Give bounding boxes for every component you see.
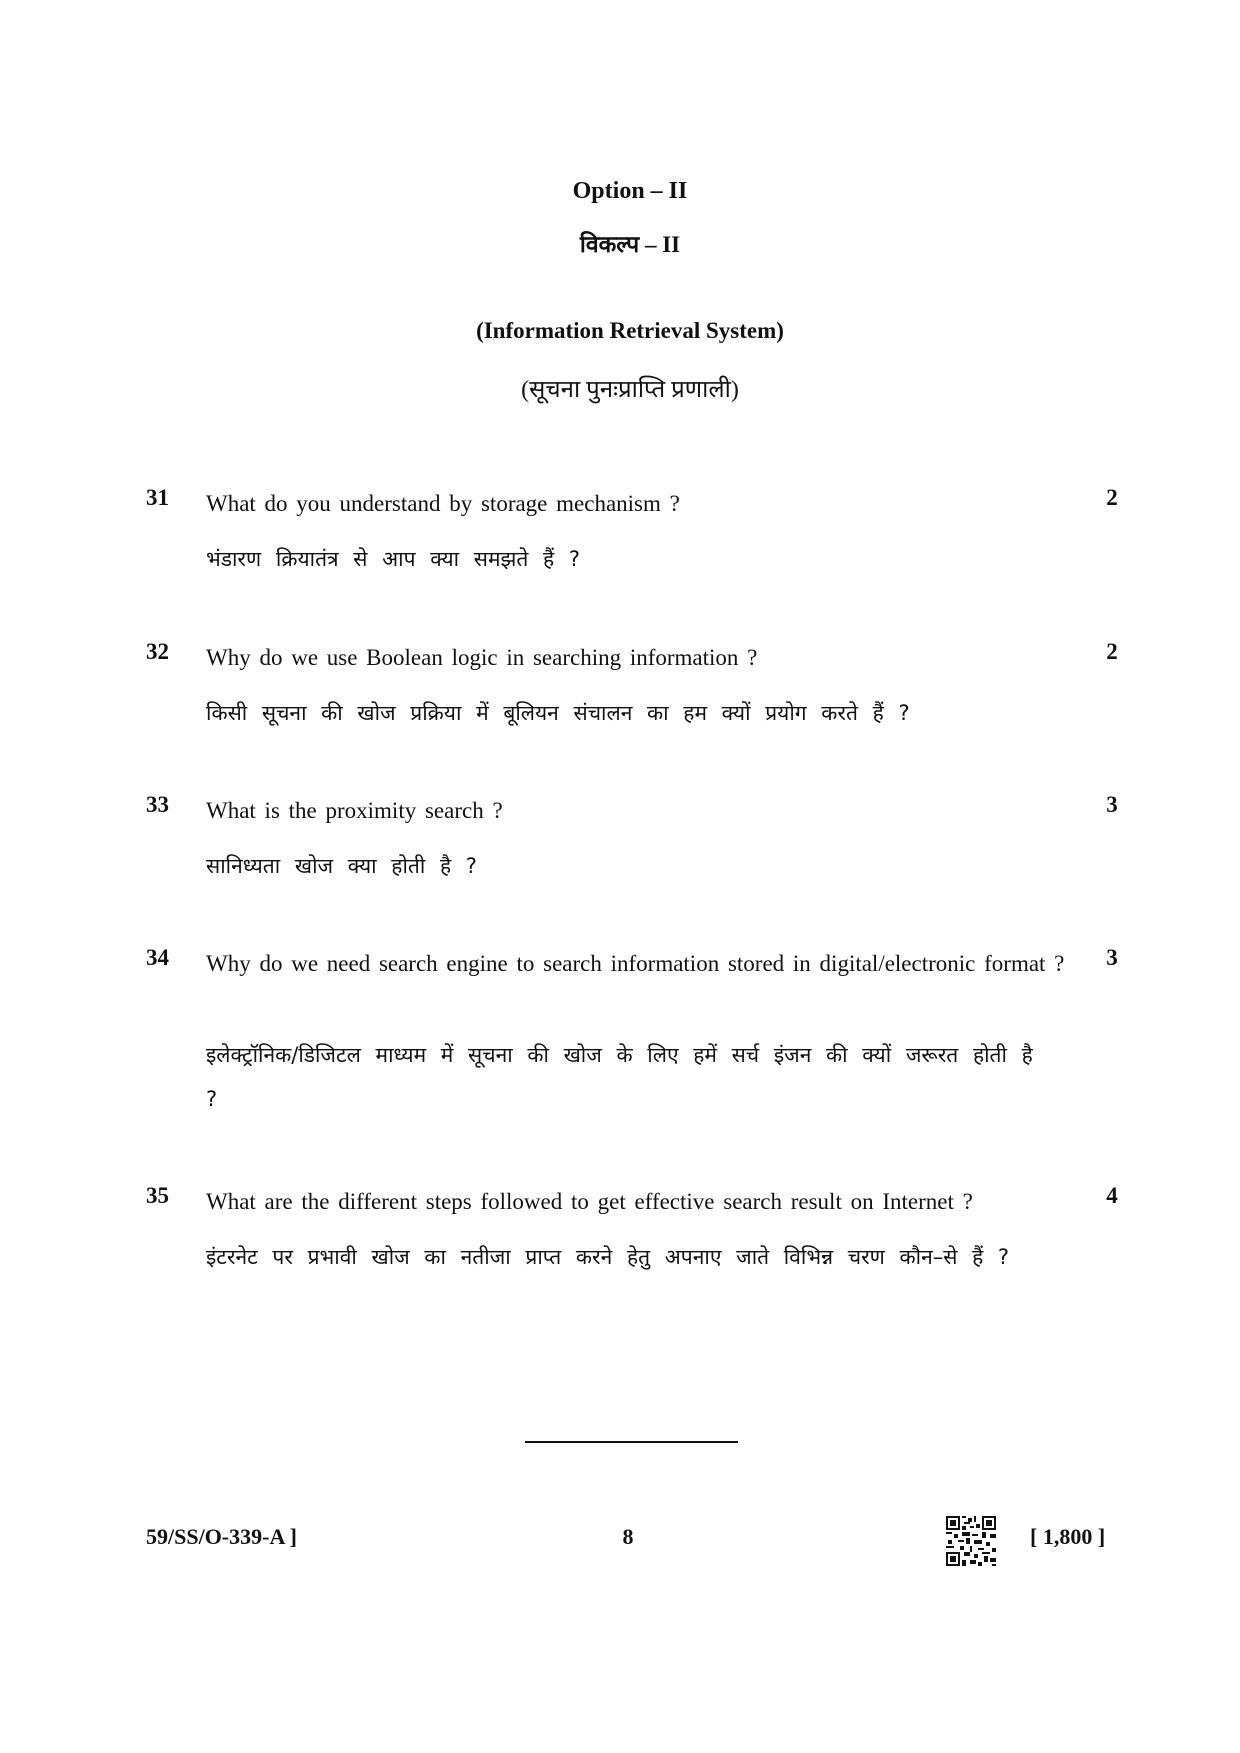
option-heading-hindi: विकल्प – II [579, 232, 681, 257]
question-marks: 3 [1106, 792, 1118, 817]
question-text-english: What is the proximity search ? [206, 798, 503, 823]
question-number: 33 [146, 792, 169, 817]
question-number: 32 [146, 639, 169, 664]
qr-code-icon [946, 1516, 996, 1566]
question-text-english: Why do we use Boolean logic in searching information ? [206, 645, 758, 670]
question-text-hindi: भंडारण क्रियातंत्र से आप क्या समझते हैं ? [206, 547, 581, 571]
question-number: 35 [146, 1183, 169, 1208]
question-number: 31 [146, 485, 169, 510]
page-number: 8 [622, 1524, 634, 1549]
question-text-hindi: इलेक्ट्रॉनिक/डिजिटल माध्यम में सूचना की खोज के लिए हमें सर्च इंजन की क्यों जरूरत होती है ? [206, 1043, 1033, 1111]
question-number: 34 [146, 945, 169, 970]
question-text-hindi: सानिध्यता खोज क्या होती है ? [206, 854, 477, 878]
question-text-hindi: किसी सूचना की खोज प्रक्रिया में बूलियन संचालन का हम क्यों प्रयोग करते हैं ? [206, 701, 910, 725]
end-divider [525, 1441, 738, 1443]
question-text-english: What do you understand by storage mechanism ? [206, 491, 680, 516]
section-title-hindi: (सूचना पुनःप्राप्ति प्रणाली) [521, 377, 739, 403]
print-count: [ 1,800 ] [1030, 1524, 1106, 1549]
question-marks: 3 [1106, 945, 1118, 970]
section-title: (Information Retrieval System) [476, 318, 784, 343]
question-marks: 2 [1106, 639, 1118, 664]
question-text-english: What are the different steps followed to get effective search result on Internet ? [206, 1189, 973, 1214]
paper-code: 59/SS/O-339-A ] [146, 1524, 297, 1549]
question-marks: 2 [1106, 485, 1118, 510]
question-text-english: Why do we need search engine to search information stored in digital/electronic format ? [206, 951, 1065, 976]
question-marks: 4 [1106, 1183, 1118, 1208]
question-text-hindi: इंटरनेट पर प्रभावी खोज का नतीजा प्राप्त करने हेतु अपनाए जाते विभिन्न चरण कौन–से हैं ? [206, 1245, 1010, 1269]
option-heading: Option – II [572, 178, 688, 204]
